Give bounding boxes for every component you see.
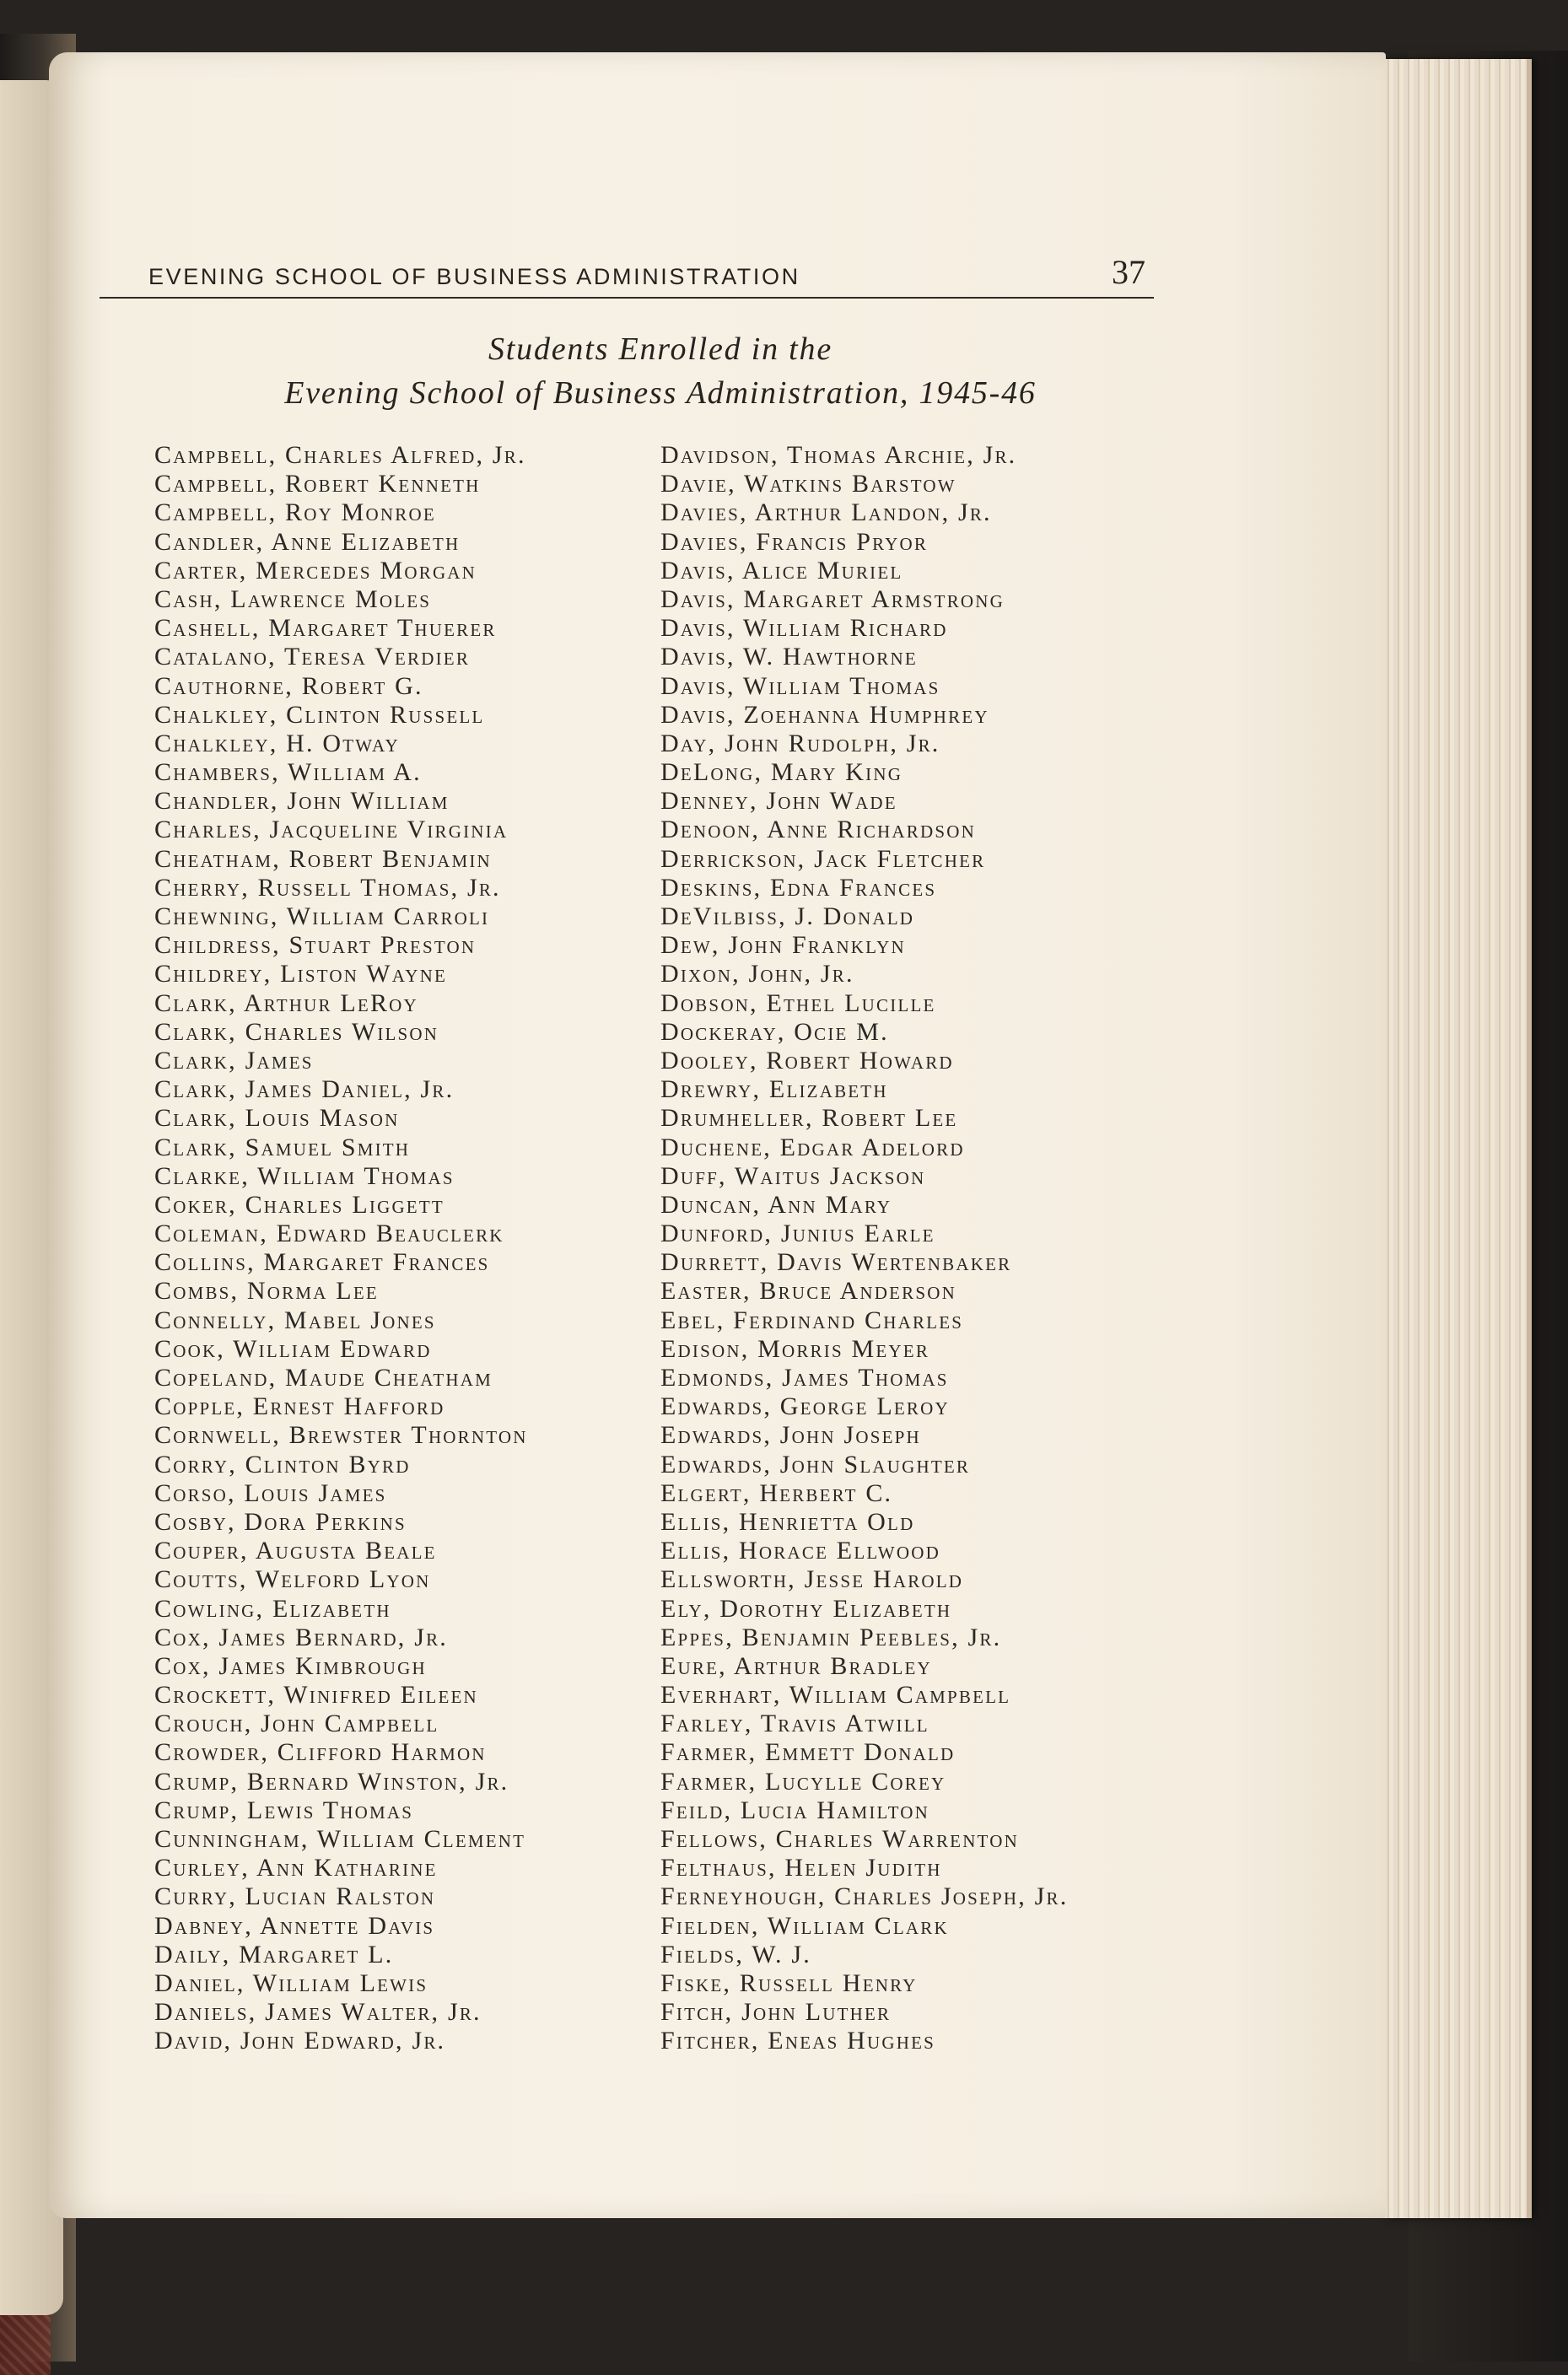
student-name-entry: Copple, Ernest Hafford	[154, 1392, 445, 1421]
student-name-entry: Combs, Norma Lee	[154, 1277, 379, 1306]
student-name-entry: Dixon, John, Jr.	[660, 960, 854, 988]
student-list-right-column	[660, 441, 1068, 2056]
student-name-entry: Cauthorne, Robert G.	[154, 671, 423, 700]
student-name-entry: Collins, Margaret Frances	[154, 1248, 490, 1277]
student-name-entry: Cosby, Dora Perkins	[154, 1507, 407, 1536]
student-name-entry: Drewry, Elizabeth	[660, 1075, 888, 1104]
student-name-entry: Cashell, Margaret Thuerer	[154, 614, 497, 643]
student-name-entry: Duchene, Edgar Adelord	[660, 1133, 965, 1161]
student-name-entry: Childress, Stuart Preston	[154, 931, 477, 960]
student-name-entry: Candler, Anne Elizabeth	[154, 527, 461, 556]
student-name-entry: Crowder, Clifford Harmon	[154, 1738, 487, 1767]
student-name-entry: Edison, Morris Meyer	[660, 1334, 930, 1363]
student-name-entry: Davis, William Richard	[660, 614, 948, 643]
student-name-entry: Campbell, Charles Alfred, Jr.	[154, 441, 526, 469]
student-name-entry: Fielden, William Clark	[660, 1911, 949, 1940]
section-title-line-2: Evening School of Business Administration, 1945-46	[284, 375, 1037, 411]
section-title-line-1: Students Enrolled in the	[488, 331, 833, 367]
student-name-entry: Duff, Waitus Jackson	[660, 1161, 926, 1190]
student-name-entry: Corso, Louis James	[154, 1478, 387, 1507]
student-name-entry: Coutts, Welford Lyon	[154, 1565, 431, 1594]
student-name-entry: Durrett, Davis Wertenbaker	[660, 1248, 1012, 1277]
student-name-entry: Fiske, Russell Henry	[660, 1968, 918, 1997]
student-name-entry: Davidson, Thomas Archie, Jr.	[660, 441, 1017, 469]
student-name-entry: DeVilbiss, J. Donald	[660, 902, 915, 930]
student-name-entry: Davie, Watkins Barstow	[660, 470, 956, 498]
student-name-entry: Curry, Lucian Ralston	[154, 1882, 436, 1911]
student-name-entry: Cunningham, William Clement	[154, 1825, 526, 1853]
student-name-entry: Coleman, Edward Beauclerk	[154, 1220, 504, 1248]
student-name-entry: Duncan, Ann Mary	[660, 1190, 892, 1219]
student-list-left-column	[154, 441, 528, 2056]
student-name-entry: Ellsworth, Jesse Harold	[660, 1565, 964, 1594]
student-name-entry: Carter, Mercedes Morgan	[154, 556, 477, 584]
student-name-entry: Crockett, Winifred Eileen	[154, 1681, 478, 1710]
student-name-entry: Day, John Rudolph, Jr.	[660, 729, 940, 757]
student-name-entry: Cox, James Kimbrough	[154, 1651, 427, 1680]
student-name-entry: Felthaus, Helen Judith	[660, 1854, 942, 1882]
student-name-entry: Copeland, Maude Cheatham	[154, 1364, 493, 1392]
student-name-entry: Edwards, George Leroy	[660, 1392, 950, 1421]
student-name-entry: Charles, Jacqueline Virginia	[154, 816, 509, 844]
student-name-entry: Deskins, Edna Frances	[660, 873, 937, 902]
student-name-entry: Ely, Dorothy Elizabeth	[660, 1594, 952, 1623]
student-name-entry: Feild, Lucia Hamilton	[660, 1796, 930, 1824]
student-name-entry: Davis, Zoehanna Humphrey	[660, 700, 989, 729]
student-name-entry: Cornwell, Brewster Thornton	[154, 1421, 528, 1450]
student-name-entry: Fitcher, Eneas Hughes	[660, 2027, 936, 2055]
running-header	[100, 241, 1154, 299]
student-name-entry: Coker, Charles Liggett	[154, 1190, 445, 1219]
student-name-entry: Couper, Augusta Beale	[154, 1537, 437, 1565]
student-name-entry: Crouch, John Campbell	[154, 1710, 439, 1738]
student-name-entry: Crump, Bernard Winston, Jr.	[154, 1767, 509, 1796]
student-name-entry: Edwards, John Joseph	[660, 1421, 921, 1450]
student-name-entry: Clark, Charles Wilson	[154, 1017, 439, 1046]
student-name-entry: Davies, Arthur Landon, Jr.	[660, 498, 992, 527]
student-name-entry: Dockeray, Ocie M.	[660, 1017, 889, 1046]
student-name-entry: Clark, Arthur LeRoy	[154, 988, 418, 1017]
student-name-entry: Cheatham, Robert Benjamin	[154, 844, 492, 873]
student-name-entry: Ebel, Ferdinand Charles	[660, 1306, 964, 1334]
student-name-entry: Easter, Bruce Anderson	[660, 1277, 956, 1306]
student-name-entry: Clarke, William Thomas	[154, 1161, 455, 1190]
student-name-entry: Cook, William Edward	[154, 1334, 432, 1363]
student-name-entry: Catalano, Teresa Verdier	[154, 643, 471, 671]
student-name-entry: Davis, William Thomas	[660, 671, 940, 700]
page-number: 37	[1112, 253, 1145, 291]
student-name-entry: Fields, W. J.	[660, 1940, 811, 1968]
student-name-entry: Edwards, John Slaughter	[660, 1450, 971, 1478]
student-name-entry: David, John Edward, Jr.	[154, 2027, 446, 2055]
student-name-entry: Corry, Clinton Byrd	[154, 1450, 411, 1478]
student-name-entry: Farmer, Emmett Donald	[660, 1738, 956, 1767]
student-name-entry: Dooley, Robert Howard	[660, 1046, 954, 1074]
student-name-entry: Daniel, William Lewis	[154, 1968, 428, 1997]
student-name-entry: Farley, Travis Atwill	[660, 1710, 929, 1738]
student-name-entry: Everhart, William Campbell	[660, 1681, 1011, 1710]
student-name-entry: Campbell, Roy Monroe	[154, 498, 436, 527]
student-name-entry: Davies, Francis Pryor	[660, 527, 929, 556]
student-name-entry: Clark, Louis Mason	[154, 1104, 400, 1133]
student-name-entry: Chalkley, H. Otway	[154, 729, 400, 757]
student-name-entry: Edmonds, James Thomas	[660, 1364, 949, 1392]
student-name-entry: Dunford, Junius Earle	[660, 1220, 935, 1248]
student-name-entry: Davis, Margaret Armstrong	[660, 584, 1005, 613]
student-name-entry: Cowling, Elizabeth	[154, 1594, 391, 1623]
student-name-entry: Ellis, Horace Ellwood	[660, 1537, 940, 1565]
student-name-entry: Chalkley, Clinton Russell	[154, 700, 485, 729]
student-name-entry: Dabney, Annette Davis	[154, 1911, 435, 1940]
student-name-entry: Eure, Arthur Bradley	[660, 1651, 932, 1680]
student-name-entry: Davis, Alice Muriel	[660, 556, 903, 584]
student-name-entry: Daily, Margaret L.	[154, 1940, 394, 1968]
student-name-entry: Chambers, William A.	[154, 758, 422, 787]
student-name-entry: Clark, James Daniel, Jr.	[154, 1075, 455, 1104]
student-name-entry: Cox, James Bernard, Jr.	[154, 1623, 448, 1651]
student-name-entry: Elgert, Herbert C.	[660, 1478, 893, 1507]
student-name-entry: Drumheller, Robert Lee	[660, 1104, 958, 1133]
student-name-entry: Chandler, John William	[154, 787, 450, 816]
student-name-entry: Clark, Samuel Smith	[154, 1133, 411, 1161]
student-name-entry: Ellis, Henrietta Old	[660, 1507, 915, 1536]
page-stack-edges	[1383, 59, 1532, 2218]
student-name-entry: Connelly, Mabel Jones	[154, 1306, 436, 1334]
student-name-entry: Curley, Ann Katharine	[154, 1854, 438, 1882]
student-name-entry: Cash, Lawrence Moles	[154, 584, 432, 613]
student-name-entry: Fitch, John Luther	[660, 1998, 892, 2027]
running-header-title: EVENING SCHOOL OF BUSINESS ADMINISTRATION	[148, 264, 800, 289]
student-name-entry: Denoon, Anne Richardson	[660, 816, 976, 844]
student-name-entry: Davis, W. Hawthorne	[660, 643, 918, 671]
student-name-entry: Farmer, Lucylle Corey	[660, 1767, 946, 1796]
student-name-entry: Denney, John Wade	[660, 787, 897, 816]
student-name-entry: Dobson, Ethel Lucille	[660, 988, 936, 1017]
student-name-entry: Clark, James	[154, 1046, 314, 1074]
student-name-entry: Daniels, James Walter, Jr.	[154, 1998, 482, 2027]
student-name-entry: Cherry, Russell Thomas, Jr.	[154, 873, 501, 902]
student-name-entry: Childrey, Liston Wayne	[154, 960, 448, 988]
student-name-entry: Dew, John Franklyn	[660, 931, 906, 960]
student-name-entry: Crump, Lewis Thomas	[154, 1796, 414, 1824]
student-name-entry: Ferneyhough, Charles Joseph, Jr.	[660, 1882, 1069, 1911]
student-name-entry: Eppes, Benjamin Peebles, Jr.	[660, 1623, 1002, 1651]
student-name-entry: Chewning, William Carroli	[154, 902, 490, 930]
student-name-entry: DeLong, Mary King	[660, 758, 903, 787]
student-name-entry: Derrickson, Jack Fletcher	[660, 844, 986, 873]
student-name-entry: Fellows, Charles Warrenton	[660, 1825, 1019, 1853]
student-name-entry: Campbell, Robert Kenneth	[154, 470, 481, 498]
